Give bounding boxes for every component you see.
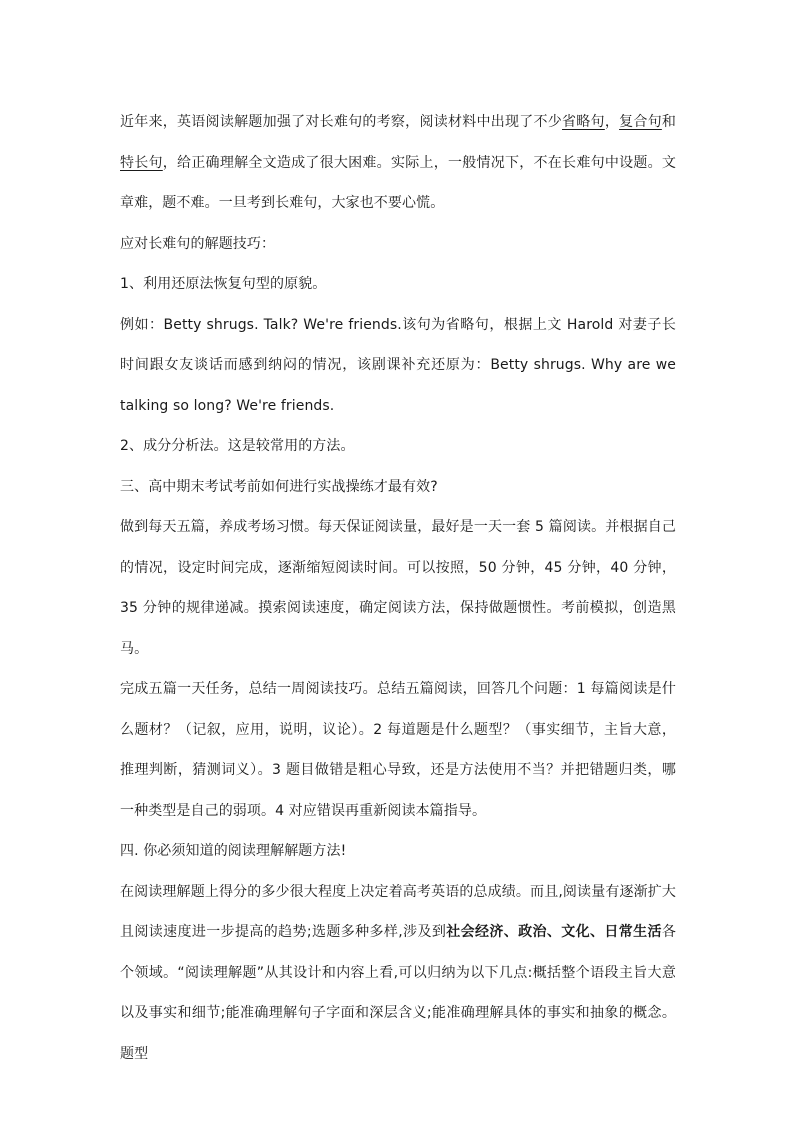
section-heading-4: 四. 你必须知道的阅读理解解题方法!: [120, 843, 347, 859]
methods-text-2: 各个领域。“阅读理解题”从其设计和内容上看,可以归纳为以下几点:概括整个语段主旨大意以及事实和细节;能准确理解句子字面和深层含义;能准确理解具体的事实和抽象的概念。题型: [120, 924, 677, 1062]
intro-text-3: 和: [661, 114, 676, 130]
paragraph-example: 例如：Betty shrugs. Talk? We're friends.该句为省略句，根据上文 Harold 对妻子长时间跟女友谈话而感到纳闷的情况，该剧课补充还原为：Betty shrugs. Why are we talking so long? We're friends.: [120, 316, 676, 414]
document-page: [120, 102, 676, 1074]
tip-2-component-analysis: 2、成分分析法。这是较常用的方法。: [120, 438, 355, 454]
tip-1-restore-method: 1、利用还原法恢复句型的原貌。: [120, 276, 327, 292]
paragraph-intro: [120, 102, 676, 224]
heading-long-sentence-tips: 应对长难句的解题技巧：: [120, 235, 276, 252]
section-heading-3: 三、高中期末考试考前如何进行实战操练才最有效?: [120, 478, 438, 495]
methods-text-1: 在阅读理解题上得分的多少很大程度上决定着高考英语的总成绩。而且,阅读量有逐渐扩大且阅读速度进一步提高的趋势;选题多种多样,涉及到: [120, 883, 676, 940]
methods-bold-domains: 社会经济、政治、文化、日常生活: [446, 924, 662, 940]
paragraph-weekly-summary: 完成五篇一天任务，总结一周阅读技巧。总结五篇阅读，回答几个问题：1 每篇阅读是什么题材？（记叙，应用，说明，议论）。2 每道题是什么题型？（事实细节，主旨大意，推理判断，猜测词义）。3 题目做错是粗心导致，还是方法使用不当？并把错题归类，哪一种类型是自己的弱项。4 对应错误再重新阅读本篇指导。: [120, 681, 676, 819]
intro-text-2: ，: [604, 114, 620, 130]
intro-text-4: ，给正确理解全文造成了很大困难。实际上，一般情况下，不在长难句中设题。文章难，题不难。一旦考到长难句，大家也不要心慌。: [120, 154, 676, 211]
intro-text-1: 近年来，英语阅读解题加强了对长难句的考察，阅读材料中出现了不少: [120, 114, 563, 130]
link-long-sentence[interactable]: 特长句: [120, 154, 163, 171]
paragraph-reading-methods: [120, 872, 676, 1075]
link-ellipsis-sentence[interactable]: 省略句: [562, 114, 605, 130]
paragraph-daily-practice: 做到每天五篇，养成考场习惯。每天保证阅读量，最好是一天一套 5 篇阅读。并根据自己的情况，设定时间完成，逐渐缩短阅读时间。可以按照，50 分钟，45 分钟，40 分钟，35 分钟的规律递减。摸索阅读速度，确定阅读方法，保持做题惯性。考前模拟，创造黑马。: [120, 519, 676, 657]
link-compound-sentence[interactable]: 复合句: [619, 114, 662, 130]
